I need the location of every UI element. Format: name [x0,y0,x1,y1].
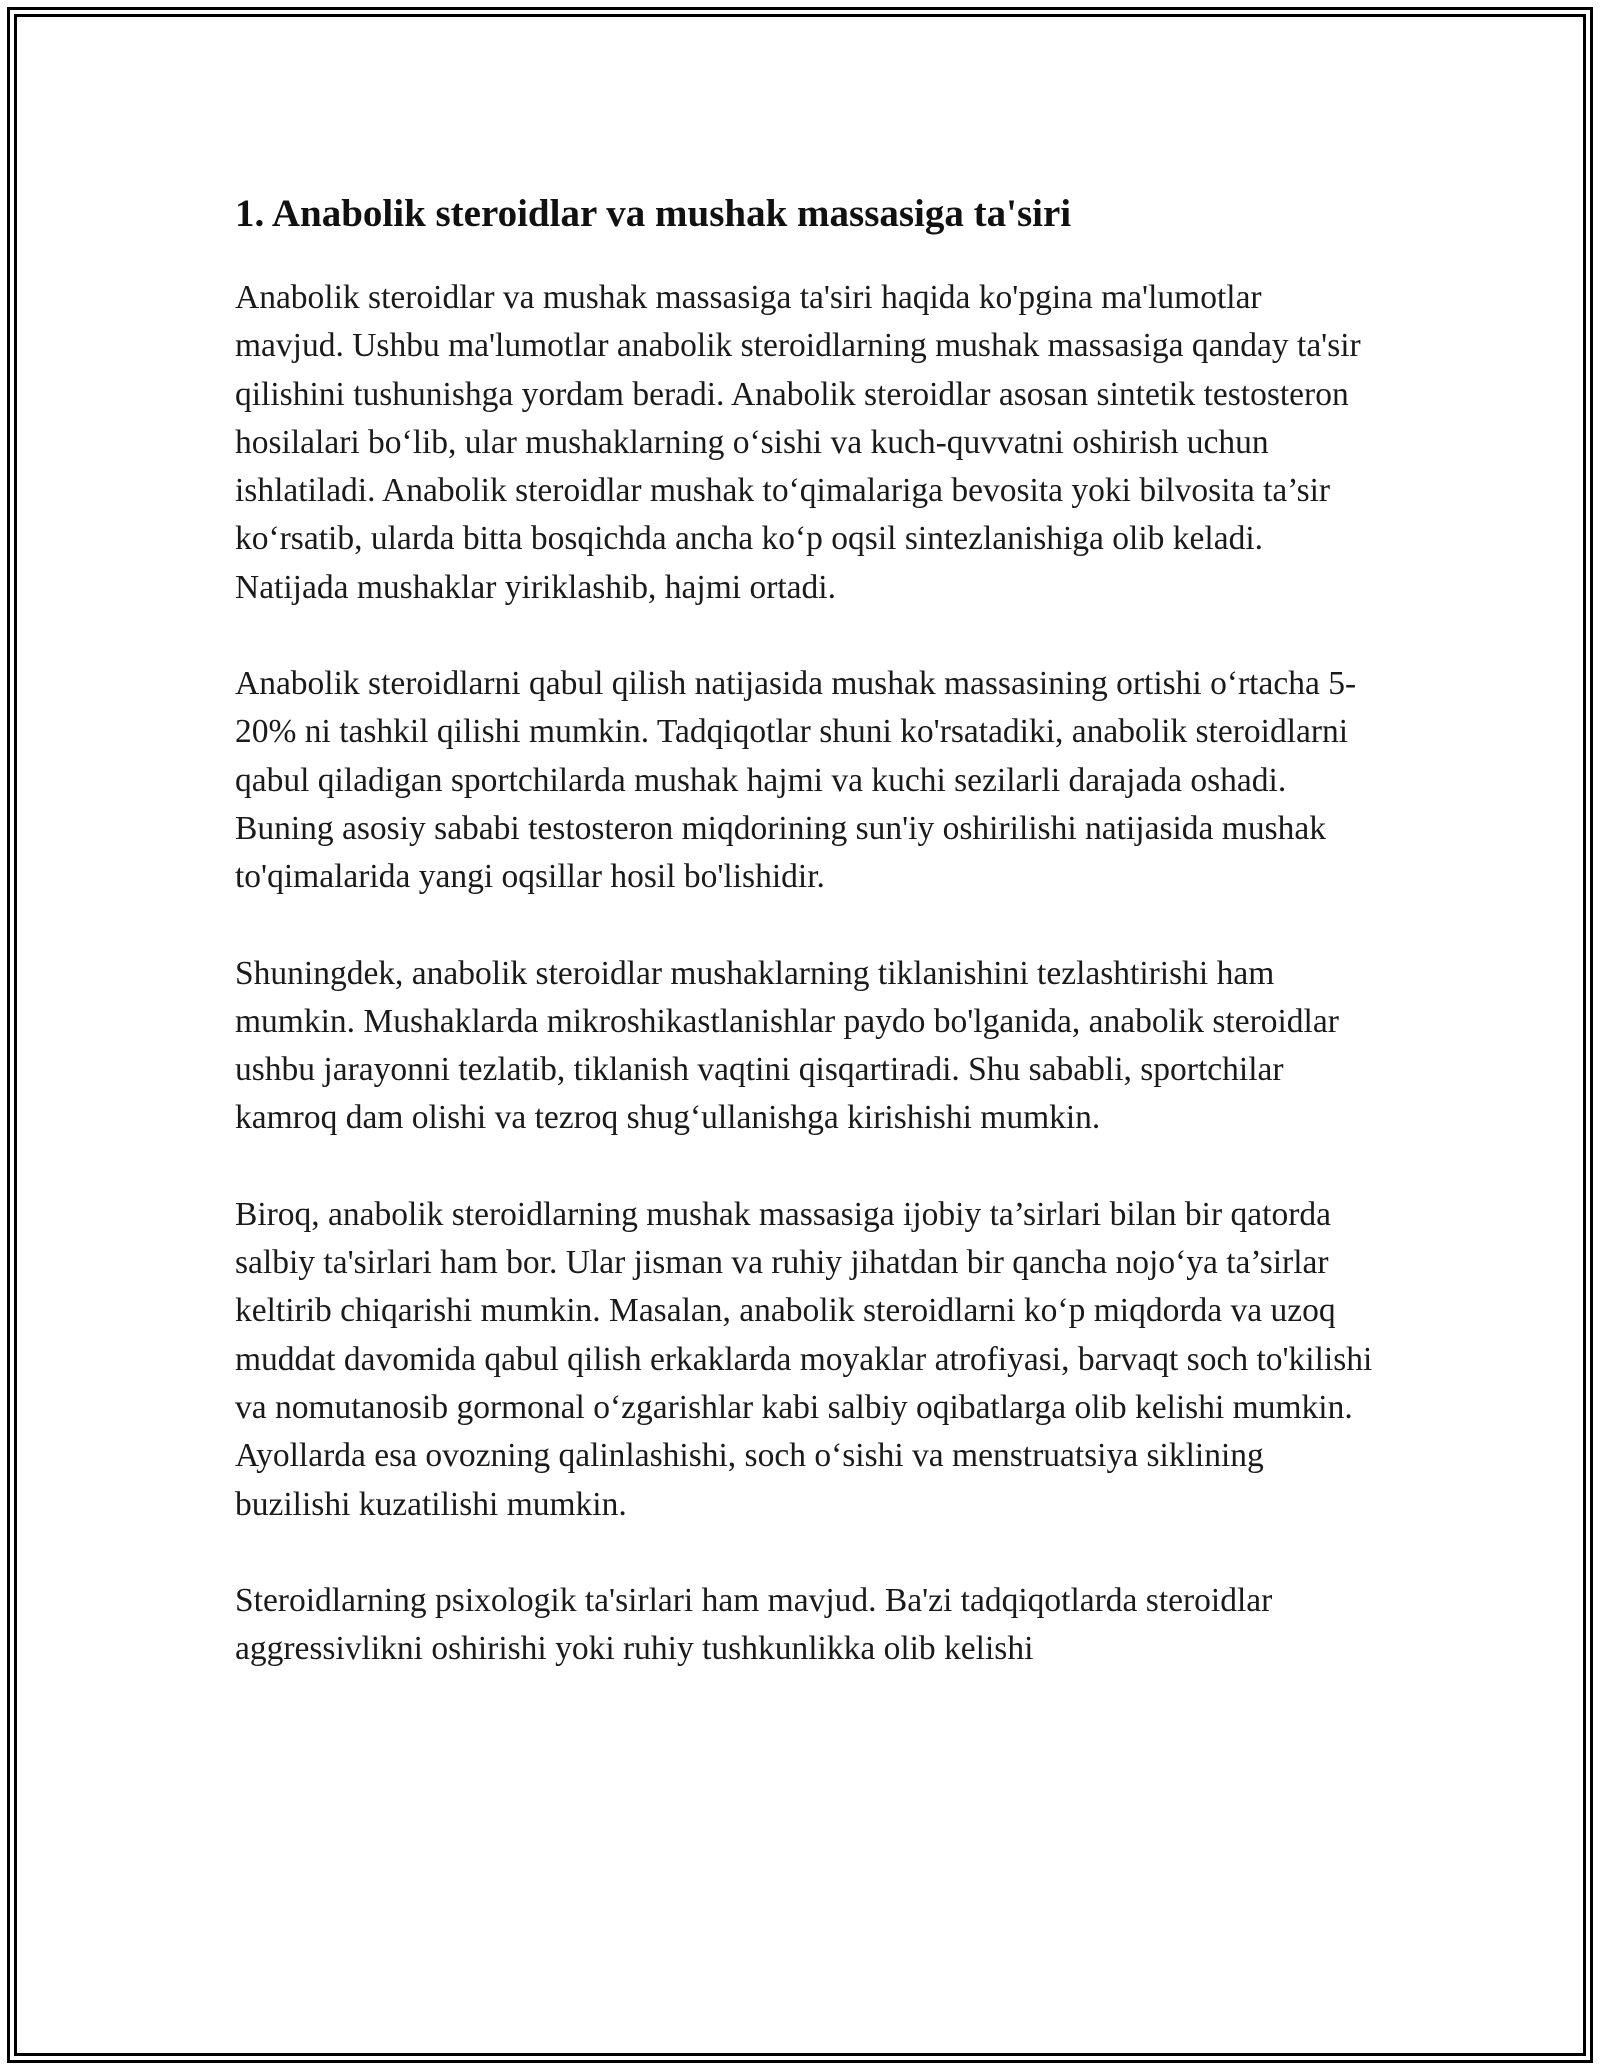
section-heading: 1. Anabolik steroidlar va mushak massasiga ta'siri [235,192,1072,235]
paragraph-3: Shuningdek, anabolik steroidlar mushaklarning tiklanishini tezlashtirishi ham mumkin. Mushaklarda mikroshikastlanishlar paydo bo'lganida, anabolik steroidlar ushbu jarayonni tezlatib, tiklanish vaqtini qisqartiradi. Shu sababli, sportchilar kamroq dam olishi va tezroq shug‘ullanishga kirishishi mumkin. [235,954,1339,1137]
paragraph-5: Steroidlarning psixologik ta'sirlari ham mavjud. Ba'zi tadqiqotlarda steroidlar aggressivlikni oshirishi yoki ruhiy tushkunlikka olib kelishi [235,1581,1273,1668]
paragraph-1: Anabolik steroidlar va mushak massasiga ta'siri haqida ko'pgina ma'lumotlar mavjud. Ushbu ma'lumotlar anabolik steroidlarning mushak massasiga qanday ta'sir qilishini tushunishga yordam beradi. Anabolik steroidlar asosan sintetik testosteron hosilalari bo‘lib, ular mushaklarning o‘sishi va kuch-quvvatni oshirish uchun ishlatiladi. Anabolik steroidlar mushak to‘qimalariga bevosita yoki bilvosita ta’sir ko‘rsatib, ularda bitta bosqichda ancha ko‘p oqsil sintezlanishiga olib keladi. Natijada mushaklar yiriklashib, hajmi ortadi. [235,279,1361,606]
paragraph-2: Anabolik steroidlarni qabul qilish natijasida mushak massasining ortishi o‘rtacha 5-20% ni tashkil qilishi mumkin. Tadqiqotlar shuni ko'rsatadiki, anabolik steroidlarni qabul qiladigan sportchilarda mushak hajmi va kuchi sezilarli darajada oshadi. Buning asosiy sababi testosteron miqdorining sun'iy oshirilishi natijasida mushak to'qimalarida yangi oqsillar hosil bo'lishidir. [235,665,1357,896]
paragraph-4: Biroq, anabolik steroidlarning mushak massasiga ijobiy ta’sirlari bilan bir qatorda salbiy ta'sirlari ham bor. Ular jisman va ruhiy jihatdan bir qancha nojo‘ya ta’sirlar keltirib chiqarishi mumkin. Masalan, anabolik steroidlarni ko‘p miqdorda va uzoq muddat davomida qabul qilish erkaklarda moyaklar atrofiyasi, barvaqt soch to'kilishi va nomutanosib gormonal o‘zgarishlar kabi salbiy oqibatlarga olib kelishi mumkin. Ayollarda esa ovozning qalinlashishi, soch o‘sishi va menstruatsiya siklining buzilishi kuzatilishi mumkin. [235,1195,1373,1523]
document-body [235,186,1375,1721]
